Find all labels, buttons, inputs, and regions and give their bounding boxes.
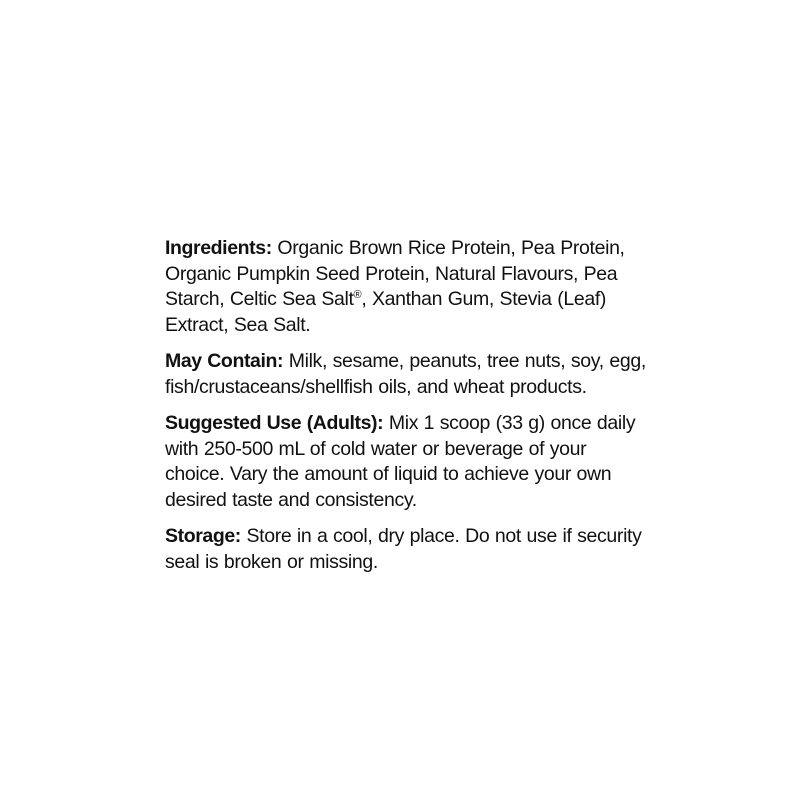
suggested-use-heading: Suggested Use (Adults):	[165, 412, 384, 434]
may-contain-text-line-2: fish/crustaceans/shellfish oils, and wheat products.	[165, 375, 587, 398]
ingredients-text-line-4: Extract, Sea Salt.	[165, 313, 311, 336]
ingredients-text-line-3b: , Xanthan Gum, Stevia (Leaf)	[361, 288, 607, 310]
suggested-use-text-line-4: desired taste and consistency.	[165, 488, 417, 511]
storage-text-line-2: seal is broken or missing.	[165, 550, 378, 573]
suggested-use-text-line-3: choice. Vary the amount of liquid to achieve your own	[165, 463, 612, 485]
suggested-use-text-line-2: with 250-500 mL of cold water or beverage of your	[165, 437, 587, 460]
product-label-text	[165, 236, 646, 586]
may-contain-text-line-1: Milk, sesame, peanuts, tree nuts, soy, egg,	[288, 350, 646, 372]
registered-trademark-symbol: ®	[353, 289, 362, 301]
suggested-use-text-line-1: Mix 1 scoop (33 g) once daily	[388, 412, 636, 434]
ingredients-text-line-2: Organic Pumpkin Seed Protein, Natural Flavours, Pea	[165, 262, 618, 285]
suggested-use-section	[165, 411, 640, 513]
ingredients-section	[165, 236, 640, 338]
ingredients-text-line-1: Organic Brown Rice Protein, Pea Protein,	[277, 237, 625, 259]
ingredients-text-line-3a: Starch, Celtic Sea Salt	[165, 288, 354, 310]
ingredients-heading: Ingredients:	[165, 237, 272, 259]
may-contain-heading: May Contain:	[165, 350, 284, 372]
storage-section	[165, 524, 640, 575]
storage-heading: Storage:	[165, 525, 241, 547]
storage-text-line-1: Store in a cool, dry place. Do not use if security	[246, 525, 642, 547]
may-contain-section	[165, 349, 646, 400]
